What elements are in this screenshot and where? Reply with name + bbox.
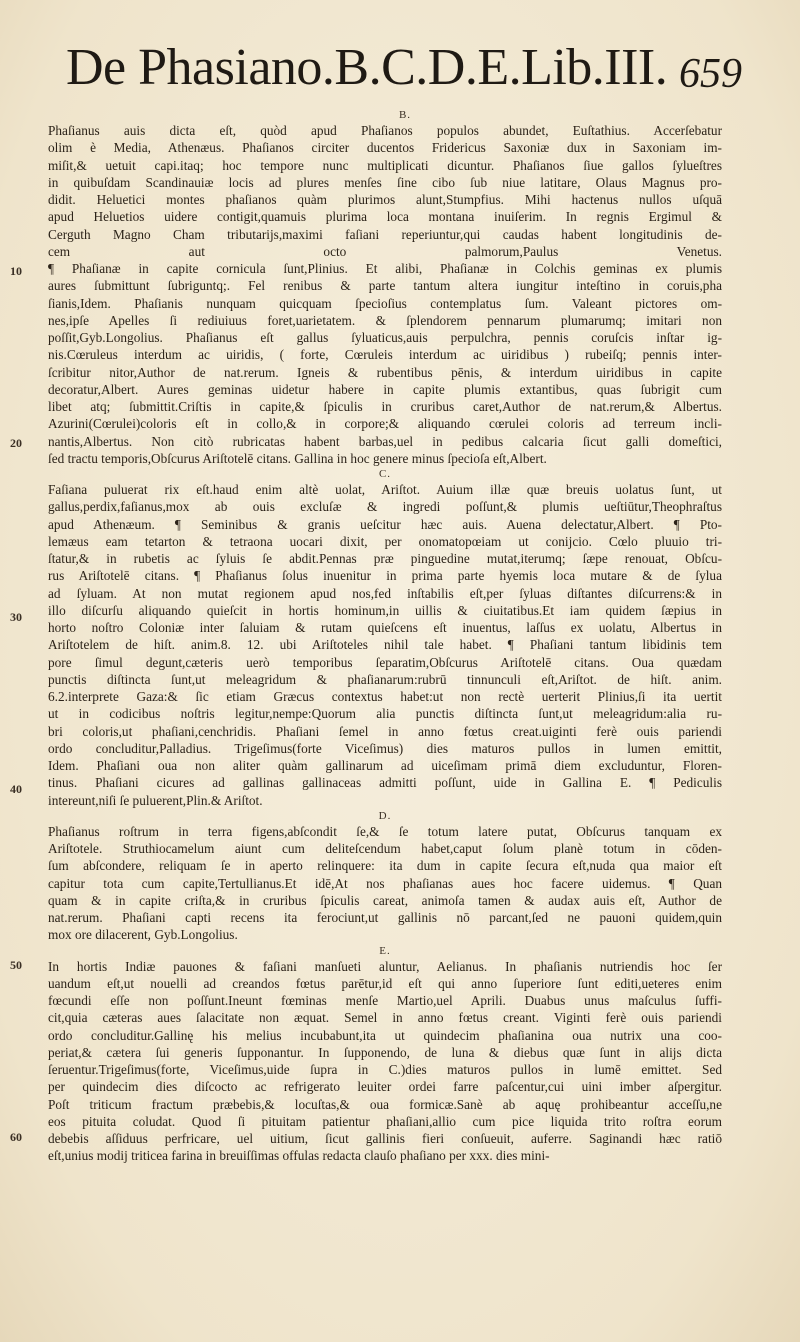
- text-line: nes,ipſe Apelles ſi rediuiuus foret,uarietatem. & ſplendorem pennarum plumarumq; imitari non: [48, 312, 722, 328]
- text-line: miſit,& uetuit capi.itaq; hoc tempore nunc multiplicati dicuntur. Phaſianos ſiue gallos ſylueſtres: [48, 157, 722, 173]
- text-line: Ariſtotele. Struthiocamelum aiunt cum deliteſcendum habet,caput ſolum planè totum in cōden-: [48, 841, 722, 856]
- text-line: intereunt,niſi ſe puluerent,Plin.& Ariſtot.: [48, 792, 263, 808]
- text-line: Phaſianus auis dicta eſt, quòd apud Phaſianos populos abundet, Euſtathius. Accerſebatur: [48, 123, 722, 138]
- text-line: ordo concluditur,Palladius. Trigeſimus(forte Viceſimus) dies maturos pullos in lumen emittit,: [48, 740, 722, 756]
- text-line: mox ore dilacerent, Gyb.Longolius.: [48, 927, 238, 943]
- text-line: ¶ Phaſianæ in capite cornicula ſunt,Plinius. Et alibi, Phaſianæ in Colchis geminas ex plumis: [48, 261, 722, 276]
- text-line: bri coloris,ut phaſiani,cenchridis. Phaſiani ſemel in anno fœtus creat.uiginti ferè ouis pariendi: [48, 723, 722, 739]
- text-line: nat.rerum. Phaſiani capti recens ita ferociunt,ut gallinis nō parcant,ſed ne pauoni quidem,quin: [48, 910, 722, 925]
- page-number: 659: [679, 51, 742, 97]
- section-letter: B.: [398, 109, 412, 121]
- text-line: Poſt triticum fractum præbebis,& locuſtas,& oua formicæ.Sanè ab aquę prohibeantur acceſſu,ne: [48, 1096, 722, 1112]
- text-line: uandum eſt,ut nouelli ad creandos fœtus parētur,id eſt qui anno ſuperiore ſunt editi,ueteres enim: [48, 975, 722, 991]
- text-line: gallus,perdix,faſianus,mox ab ouis excluſæ & ingredi poſſunt,& plumis ueſtiūtur,Theophraſtus: [48, 499, 722, 515]
- text-line: ſeruentur.Trigeſimus(forte, Viceſimus,uide ſupra in C.)dies maturos pullos in lumē emittet. Sed: [48, 1062, 722, 1077]
- text-line: ut in codicibus noſtris legitur,nempe:Quorum alia punctis diſtincta ſunt,ut meleagridum:alia ru-: [48, 706, 722, 722]
- text-line: per quindecim dies diſcocto ac refrigerato leuiter ordei farre paſcentur,cui uini imber aſpergitur.: [48, 1079, 722, 1095]
- text-line: capitur tota cum capite,Tertullianus.Et idē,At nos phaſianas aues hoc facere uidemus. ¶ Quan: [48, 875, 722, 891]
- text-line: ſum abſcondere, reliquam ſe in aperto relinquere: ita dum in capite ſecura eſt,nuda qua maior eſt: [48, 858, 722, 874]
- text-line: ſtatur,& in rubetis ac ſyluis ſe abdit.Pennas præ pinguedine mutat,iterumq; ſæpe renouat, Obſcu-: [48, 551, 722, 566]
- section-letter: E.: [379, 944, 391, 957]
- text-line: Cerguth Magno Cham tributarijs,maximi faſiani reperiuntur,qui caudas habent longitudinis de-: [48, 226, 722, 242]
- text-line: olim è Media, Athenæus. Phaſianos circiter ducentos Fridericus Saxoniæ dux in Saxoniam im-: [48, 140, 722, 156]
- running-header: [60, 38, 740, 108]
- text-line: fœcundi eſſe non poſſunt.Ineunt fœminas menſe Martio,uel Aprili. Duabus unus maſculus ſuffi-: [48, 993, 722, 1008]
- text-line: decoratur,Albert. Aures geminas uidetur habere in capite plumis extantibus, quas ſubrigit cum: [48, 381, 722, 397]
- text-line: in quibuſdam Scandinauiæ locis ad plures menſes ſine cibo ſub niue latitare, Olaus Magnus pro-: [48, 174, 722, 190]
- text-line: lemæus eam tetarton & tetraona uocari dixit, per onomatopœiam ut conijcio. Cœlo pluuio tri-: [48, 533, 722, 549]
- text-line: debebis aſſiduus perfricare, uel uitium, ſicut gallinis fieri conſueuit, auferre. Saginandi hæc ratiō: [48, 1131, 722, 1146]
- text-line: illo diſcurſu aliquando quieſcit in hortis hominum,in uillis & ciuitatibus.Et iam quidem ſæpius in: [48, 602, 722, 618]
- text-line: Ariſtotelem de hiſt. anim.8. 12. ubi Ariſtoteles nihil tale habet. ¶ Phaſiani tantum libidinis tem: [48, 637, 722, 653]
- text-line: pore ſimul degunt,cæteris uerò temporibus ſeparatim,Obſcurus Ariſtotelē citans. Oua quædam: [48, 654, 722, 670]
- text-line: cem aut octo palmorum,Paulus Venetus.: [48, 243, 722, 259]
- text-line: eos pituita coludat. Quod ſi pituitam patientur phaſiani,allio cum pice liquida trito roſtra eorum: [48, 1113, 722, 1129]
- text-line: nantis,Albertus. Non citò rubricatas habent barbas,uel in pedibus calcaria ſicut galli domeſtici,: [48, 433, 722, 449]
- text-line: aures ſubmittunt ſubriguntq;. Fel renibus & parte tantum altera iungitur inteſtino in coruis,pha: [48, 278, 722, 294]
- margin-line-number: 10: [10, 264, 22, 278]
- text-line: Idem. Phaſiani oua non aliter quàm gallinarum ad uiceſimam primā diem excluduntur, Floren-: [48, 758, 722, 773]
- text-line: Faſiana puluerat rix eſt.haud enim altè uolat, Ariſtot. Auium illæ quæ breuis uolatus ſunt, ut: [48, 482, 722, 497]
- section-letter: D.: [378, 809, 392, 822]
- text-line: punctis diſtincta ſunt,ut meleagridum & phaſianarum:rubrū tinnunculi eſt,Ariſtot. de hiſt. anim.: [48, 671, 722, 687]
- text-line: In hortis Indiæ pauones & faſiani manſueti aluntur, Aelianus. In phaſianis nutriendis hoc ſer: [48, 958, 722, 974]
- text-line: ordo concluditur.Gallinę his melius incubabunt,ita ut quindecim phaſianina oua nutrix una coo-: [48, 1027, 722, 1043]
- margin-line-number: 50: [10, 958, 22, 972]
- text-line: eſt,unius modij triticea farina in breuiſſimas offulas redacta clauſo phaſiano per xxx. dies mini-: [48, 1148, 550, 1164]
- margin-line-number: 20: [10, 436, 22, 450]
- text-line: apud Athenæum. ¶ Seminibus & granis ueſcitur hæc auis. Auena delectatur,Albert. ¶ Pto-: [48, 516, 722, 532]
- text-line: horto noſtro Coloniæ inter ſaluiam & rutam quieſcens eſt inuentus, laſſus ex uolatu, Albertus in: [48, 620, 722, 635]
- text-line: libet atq; ſubmittit.Criſtis in capite,& ſpiculis in cruribus caret,Author de nat.rerum,& Albertus.: [48, 399, 722, 414]
- text-line: periat,& cætera ſui generis ſupponantur. In ſupponendo, de luna & diebus quæ ſunt in alijs dicta: [48, 1044, 722, 1060]
- text-line: cit,quia cæteras aues ſalacitate non æquat. Semel in anno fœtus creant. Viginti ferè ouis pariendi: [48, 1010, 722, 1026]
- text-line: 6.2.interprete Gaza:& ſic etiam Græcus contextus habet:ut non rectè uerterit Plinius,ſi ita uertit: [48, 689, 722, 704]
- text-line: ſianis,Idem. Phaſianis nunquam quicquam ſpecioſius contemplatus ſum. Valeant pictores om-: [48, 295, 722, 311]
- text-line: ſcribitur nitor,Author de nat.rerum. Igneis & rubentibus pēnis, & interdum uiridibus in capite: [48, 364, 722, 380]
- text-line: ſed tractu temporis,Obſcurus Ariſtotelē citans. Gallina in hoc genere minus ſpecioſa eſt,Albert.: [48, 450, 547, 466]
- text-line: Azurini(Cœrulei)coloris eſt in collo,& in corpore;& aliquando cœrulei coloris ad terreum incli-: [48, 416, 722, 432]
- margin-line-number: 40: [10, 782, 22, 796]
- page-title: De Phasiano.B.C.D.E.Lib.III.: [66, 39, 668, 96]
- text-line: tinus. Phaſiani cicures ad gallinas gallinaceas admitti poſſunt, uide in Gallina E. ¶ Pediculis: [48, 775, 722, 791]
- text-line: nis.Cœruleus interdum ac uiridis, ( forte, Cœruleis interdum ac uiridibus ) rubeiſq; pennis inter-: [48, 347, 722, 363]
- body-text-column: [48, 108, 722, 1165]
- margin-line-number: 60: [10, 1130, 22, 1144]
- text-line: didit. Heluetici montes phaſianos quàm plurimos alunt,Stumpfius. Mihi hactenus nullos uſquā: [48, 192, 722, 207]
- text-line: Phaſianus roſtrum in terra figens,abſcondit ſe,& ſe totum latere putat, Obſcurus tanquam ex: [48, 823, 722, 839]
- text-line: poſſit,Gyb.Longolius. Phaſianus eſt gallus ſyluaticus,auis perpulchra, pennis coruſcis inſtar ig-: [48, 330, 722, 345]
- text-line: ad ſyluam. At non mutat regionem apud nos,fed inſtabilis eſt,per ſyluas diſtantes diſcurrens:& in: [48, 585, 722, 601]
- section-letter: C.: [378, 468, 392, 480]
- margin-line-number: 30: [10, 610, 22, 624]
- text-line: apud Heluetios uidere contigit,quamuis plurima loca montana inuiſerim. In regnis Ergimul &: [48, 209, 722, 225]
- text-line: quam & in capite criſta,& in cruribus ſpiculis careat, animoſa tamen & audax auis eſt, Author de: [48, 892, 722, 908]
- text-line: rus Ariſtotelē citans. ¶ Phaſianus ſolus inuenitur in prima parte hyemis loca mutare & de ſylua: [48, 568, 722, 584]
